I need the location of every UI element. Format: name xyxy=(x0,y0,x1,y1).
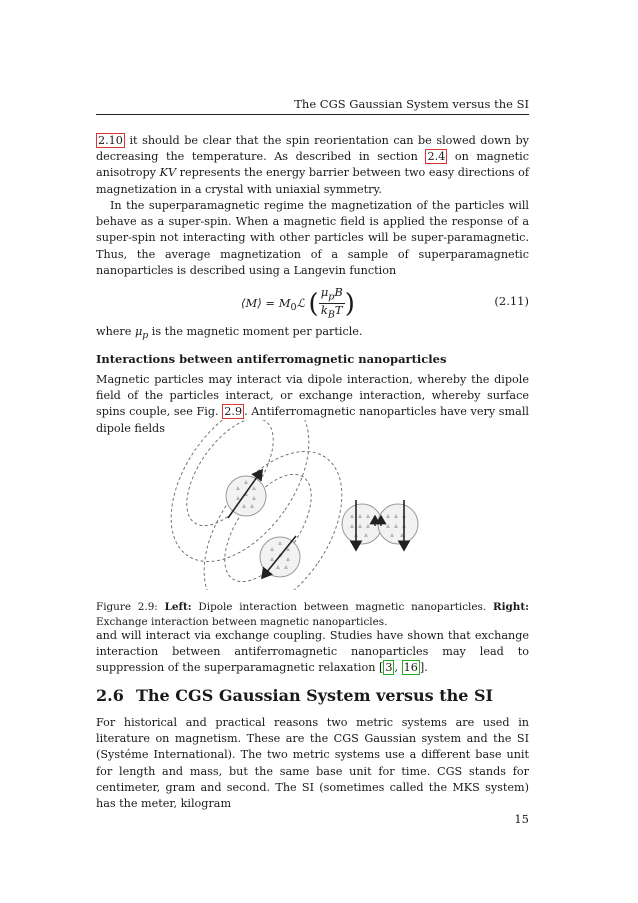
paragraph-text: In the superparamagnetic regime the magnetization of the particles will behave as a super-spin. When a magnetic field is applied the response of a super-spin not interacting with other particles will be super-paramagnetic. Thus, the average magnetization of a sample of superparamagnetic nanoparticles is described using a Langevin function xyxy=(96,199,529,277)
citation-link[interactable]: 16 xyxy=(403,661,418,675)
caption-label: Figure 2.9: xyxy=(96,601,165,613)
section-heading xyxy=(96,686,493,705)
particle-left-lower xyxy=(260,536,300,578)
figure-caption xyxy=(96,600,529,629)
paragraph-text: Magnetic particles may interact via dipole interaction, whereby the dipole field of the particles interact, or exchange interaction, whereby surface spins couple, see Fig. xyxy=(96,373,529,419)
paragraph-text: where xyxy=(96,325,135,338)
caption-right-label: Right: xyxy=(492,601,529,613)
eq-lhs: ⟨M⟩ = M xyxy=(241,295,291,310)
citation-separator: , xyxy=(394,661,402,675)
equation-ref-link[interactable]: 2.10 xyxy=(98,134,123,147)
paragraph-text: and will interact via exchange coupling. Studies have shown that exchange interaction between antiferromagnetic nanoparticles may lead to suppression of the superparamagnetic relaxation [ xyxy=(96,629,529,675)
paragraph-text: is the magnetic moment per particle. xyxy=(148,325,363,338)
equation-body: ⟨M⟩ = $M_0ℒ$ ( $\frac{\mu_pB}{k_BT}$ ) xyxy=(241,285,355,321)
subheading: Interactions between antiferromagnetic nanoparticles xyxy=(96,352,447,366)
citation-link[interactable]: 3 xyxy=(385,661,393,675)
figure-2-9 xyxy=(170,420,470,590)
eq-langevin: ℒ xyxy=(296,295,305,310)
paragraph-after-equation xyxy=(96,324,529,344)
particle-left-upper xyxy=(226,470,266,518)
eq-den-tail: T xyxy=(334,303,343,318)
page-number: 15 xyxy=(514,812,529,826)
caption-left-text: Dipole interaction between magnetic nanoparticles. xyxy=(191,601,493,613)
paragraph-exchange-coupling xyxy=(96,628,529,677)
eq-lhs-sub: 0 xyxy=(290,302,297,314)
math-kv: KV xyxy=(159,166,177,180)
paragraph-text: it should be clear that the spin reorientation can be slowed down by decreasing the temperature. As described in section xyxy=(96,134,529,164)
equation-2-11 xyxy=(96,278,529,321)
paragraph-text: represents the energy barrier between two easy directions of magnetization in a crystal with uniaxial symmetry. xyxy=(96,166,529,196)
section-number: 2.6 xyxy=(96,686,124,705)
particle-right-a xyxy=(342,500,382,550)
header-rule xyxy=(96,114,529,115)
math-mu-sub: p xyxy=(142,330,149,342)
eq-num-sub: p xyxy=(328,291,335,303)
running-head: The CGS Gaussian System versus the SI xyxy=(294,97,529,111)
section-title: The CGS Gaussian System versus the SI xyxy=(136,686,494,705)
eq-num-tail: B xyxy=(334,285,343,299)
caption-right-text: Exchange interaction between magnetic nanoparticles. xyxy=(96,615,388,628)
paragraph-continuation xyxy=(96,133,529,198)
paragraph-text: . Antiferromagnetic nanoparticles have very small dipole fields xyxy=(96,405,529,435)
paragraph-text: ]. xyxy=(419,661,428,675)
paragraph-text: on magnetic anisotropy xyxy=(96,150,529,180)
paragraph-superparamagnetic xyxy=(96,198,529,279)
equation-number: (2.11) xyxy=(494,294,529,308)
eq-den-sub: B xyxy=(327,309,335,321)
particle-right-b xyxy=(378,500,418,550)
math-mu: μ xyxy=(134,325,143,338)
eq-num: μ xyxy=(320,285,329,299)
figure-ref-link[interactable]: 2.9 xyxy=(224,405,243,419)
paragraph-text: For historical and practical reasons two metric systems are used in literature on magnetism. These are the CGS Gaussian system and the SI (Systéme International). The two metric systems use a different base unit for length and mass, but the same base unit for time. CGS stands for centimeter, gram and second. The SI (sometimes called the MKS system) has the meter, kilogram xyxy=(96,716,529,811)
section-ref-link[interactable]: 2.4 xyxy=(427,150,446,164)
caption-left-label: Left: xyxy=(164,601,192,613)
eq-den: k xyxy=(320,303,328,318)
paragraph-metric-systems xyxy=(96,715,529,812)
eq-fraction xyxy=(319,286,345,322)
